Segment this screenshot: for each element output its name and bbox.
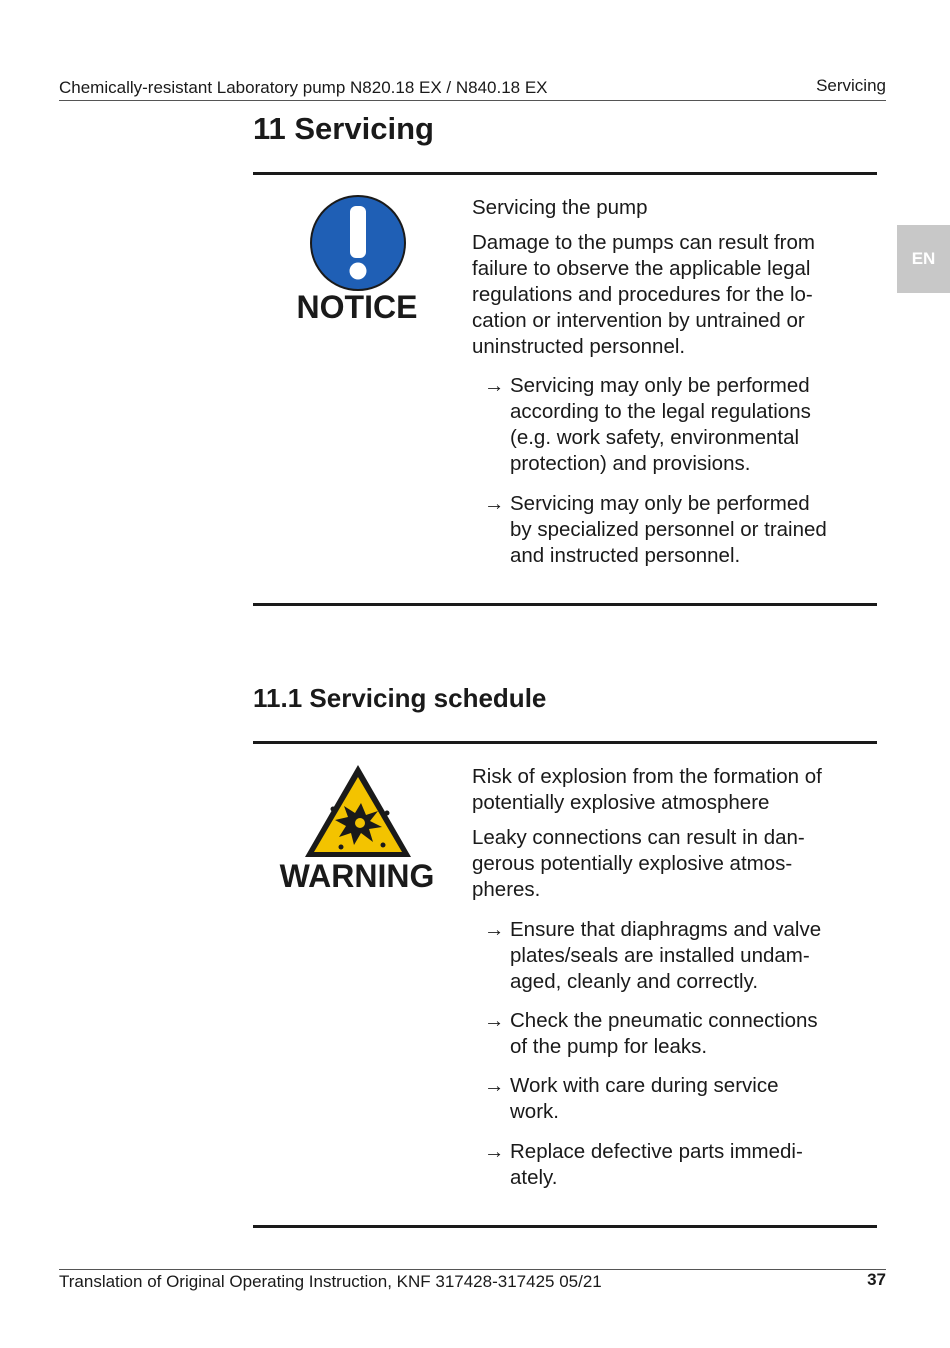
bullet-line: and instructed personnel. (510, 544, 741, 567)
notice-heading: Servicing the pump (472, 196, 648, 219)
warning-bullet (484, 917, 876, 995)
warning-bullet (484, 1008, 876, 1060)
warning-heading-line: potentially explosive atmosphere (472, 791, 770, 814)
bullet-line: aged, cleanly and correctly. (510, 970, 759, 993)
notice-body-line: failure to observe the applicable legal (472, 257, 811, 280)
bullet-line: according to the legal regulations (510, 400, 811, 423)
section-title: 11 Servicing (253, 111, 434, 146)
header-chapter-name: Servicing (816, 76, 886, 95)
notice-bullet (484, 491, 876, 569)
header-divider (59, 100, 886, 101)
arrow-right-icon: → (484, 918, 505, 941)
notice-body-line: uninstructed personnel. (472, 335, 686, 358)
bullet-line: Ensure that diaphragms and valve (510, 918, 822, 941)
warning-heading-line: Risk of explosion from the formation of (472, 765, 822, 788)
footer-document-reference: Translation of Original Operating Instruction, KNF 317428-317425 05/21 (59, 1272, 602, 1291)
warning-bottom-rule (253, 1225, 877, 1228)
notice-body (472, 230, 872, 360)
bullet-line: Check the pneumatic connections (510, 1009, 818, 1032)
notice-bottom-rule (253, 603, 877, 606)
arrow-right-icon: → (484, 1009, 505, 1032)
warning-heading (472, 764, 872, 816)
arrow-right-icon: → (484, 1074, 505, 1097)
footer-divider (59, 1269, 886, 1270)
notice-body-line: Damage to the pumps can result from (472, 231, 815, 254)
warning-top-rule (253, 741, 877, 744)
bullet-line: protection) and provisions. (510, 452, 751, 475)
bullet-line: ately. (510, 1166, 558, 1189)
explosion-warning-icon (303, 763, 413, 859)
warning-bullet (484, 1139, 876, 1191)
language-tab-en: EN (897, 225, 950, 293)
bullet-line: Servicing may only be performed (510, 492, 810, 515)
warning-body-line: pheres. (472, 878, 541, 901)
subsection-title: 11.1 Servicing schedule (253, 683, 547, 713)
arrow-right-icon: → (484, 374, 505, 397)
bullet-line: Work with care during service (510, 1074, 779, 1097)
warning-body-line: gerous potentially explosive atmos- (472, 852, 793, 875)
bullet-line: by specialized personnel or trained (510, 518, 827, 541)
notice-body-line: cation or intervention by untrained or (472, 309, 805, 332)
page-number: 37 (867, 1270, 886, 1289)
warning-bullet (484, 1073, 876, 1125)
bullet-line: plates/seals are installed undam- (510, 944, 810, 967)
exclamation-icon (308, 193, 408, 293)
notice-top-rule (253, 172, 877, 175)
arrow-right-icon: → (484, 1140, 505, 1163)
header-document-title: Chemically-resistant Laboratory pump N820.18 EX / N840.18 EX (59, 78, 548, 97)
bullet-line: Replace defective parts immedi- (510, 1140, 803, 1163)
notice-label: NOTICE (296, 289, 418, 325)
notice-bullet (484, 373, 876, 477)
warning-label: WARNING (279, 858, 435, 894)
warning-body-line: Leaky connections can result in dan- (472, 826, 805, 849)
bullet-line: Servicing may only be performed (510, 374, 810, 397)
notice-body-line: regulations and procedures for the lo- (472, 283, 813, 306)
bullet-line: (e.g. work safety, environmental (510, 426, 800, 449)
bullet-line: work. (510, 1100, 559, 1123)
arrow-right-icon: → (484, 492, 505, 515)
bullet-line: of the pump for leaks. (510, 1035, 708, 1058)
warning-body (472, 825, 872, 903)
